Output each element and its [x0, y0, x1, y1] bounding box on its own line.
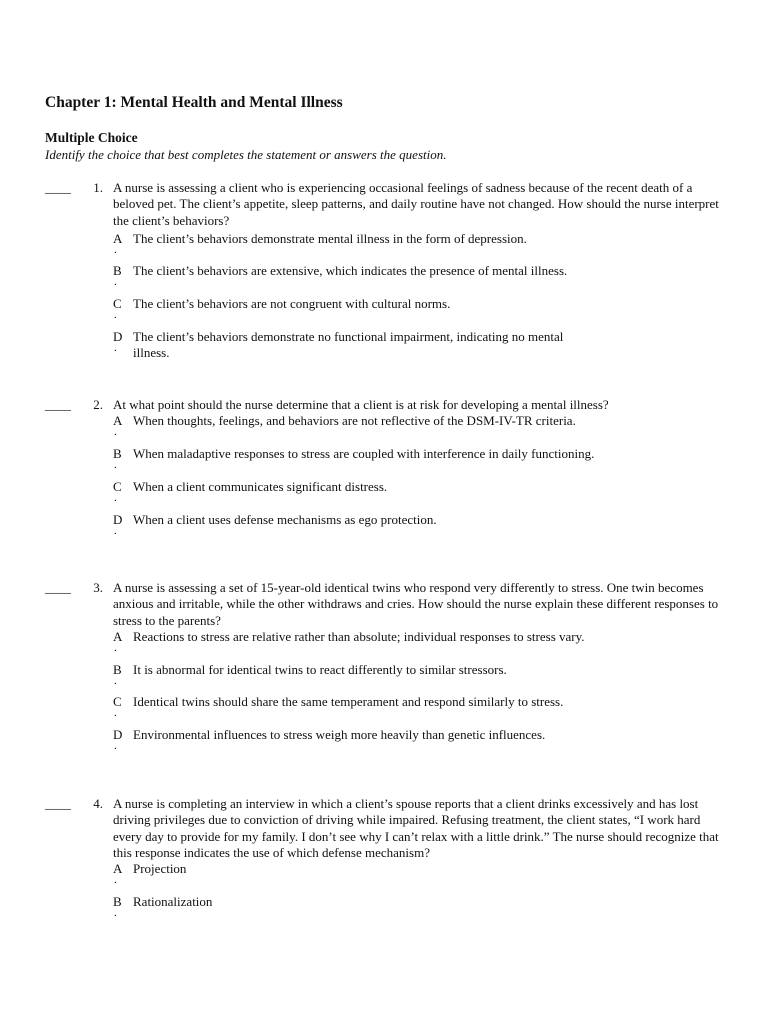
option-dot: .	[114, 459, 117, 471]
question-number: 4.	[93, 796, 103, 811]
question-stem: A nurse is assessing a client who is experiencing occasional feelings of sadness because of the recent death of a beloved pet. The client’s appetite, sleep patterns, and daily routine have not changed. How should the nurse interpret the client’s behaviors?	[113, 180, 719, 228]
option-letter: D	[113, 512, 123, 527]
option-letter: D	[113, 727, 123, 742]
option-dot: .	[114, 342, 117, 354]
option-dot: .	[114, 525, 117, 537]
option-dot: .	[114, 740, 117, 752]
option-letter: B	[113, 662, 122, 677]
option-dot: .	[114, 244, 117, 256]
option-text: Identical twins should share the same temperament and respond similarly to stress.	[133, 694, 564, 709]
option-letter: B	[113, 894, 122, 909]
question-number: 3.	[93, 580, 103, 595]
answer-blank[interactable]: ____	[45, 796, 71, 811]
answer-blank[interactable]: ____	[45, 580, 71, 595]
option-text: Rationalization	[133, 894, 213, 909]
question-number: 1.	[93, 180, 103, 195]
question-stem: A nurse is assessing a set of 15-year-old identical twins who respond very differently to stress. One twin becomes anxious and irritable, while the other withdraws and cries. How should the nurse explain these different responses to stress to the parents?	[113, 580, 719, 628]
option-text: Reactions to stress are relative rather than absolute; individual responses to stress vary.	[133, 629, 585, 644]
option-dot: .	[114, 642, 117, 654]
option-dot: .	[114, 675, 117, 687]
option-letter: A	[113, 629, 123, 644]
option-text: Environmental influences to stress weigh more heavily than genetic influences.	[133, 727, 546, 742]
chapter-title: Chapter 1: Mental Health and Mental Illness	[45, 94, 343, 111]
option-text: When thoughts, feelings, and behaviors are not reflective of the DSM-IV-TR criteria.	[133, 413, 576, 428]
option-text: The client’s behaviors are extensive, which indicates the presence of mental illness.	[133, 263, 568, 278]
option-letter: B	[113, 263, 122, 278]
option-text: When a client uses defense mechanisms as ego protection.	[133, 512, 437, 527]
option-text: When a client communicates significant distress.	[133, 479, 388, 494]
option-text: When maladaptive responses to stress are coupled with interference in daily functioning.	[133, 446, 595, 461]
option-dot: .	[114, 309, 117, 321]
option-text: The client’s behaviors are not congruent with cultural norms.	[133, 296, 451, 311]
answer-blank[interactable]: ____	[45, 397, 71, 412]
answer-blank[interactable]: ____	[45, 180, 71, 195]
option-text: The client’s behaviors demonstrate no functional impairment, indicating no mental illness.	[133, 329, 564, 360]
section-heading: Multiple Choice	[45, 130, 138, 145]
option-dot: .	[114, 874, 117, 886]
option-letter: C	[113, 694, 122, 709]
option-dot: .	[114, 907, 117, 919]
option-letter: C	[113, 296, 122, 311]
option-dot: .	[114, 492, 117, 504]
option-letter: B	[113, 446, 122, 461]
option-letter: A	[113, 861, 123, 876]
option-letter: D	[113, 329, 123, 344]
option-dot: .	[114, 426, 117, 438]
option-text: It is abnormal for identical twins to react differently to similar stressors.	[133, 662, 507, 677]
option-dot: .	[114, 276, 117, 288]
option-text: Projection	[133, 861, 187, 876]
option-dot: .	[114, 707, 117, 719]
question-stem: At what point should the nurse determine that a client is at risk for developing a mental illness?	[113, 397, 609, 412]
option-text: The client’s behaviors demonstrate mental illness in the form of depression.	[133, 231, 527, 246]
question-stem: A nurse is completing an interview in which a client’s spouse reports that a client drinks excessively and has lost driving privileges due to conviction of driving while impaired. Refusing treatment, the client states, “I work hard every day to provide for my family. I don’t see why I can’t relax with a little drink.” The nurse should recognize that this response indicates the use of which defense mechanism?	[113, 796, 719, 860]
option-letter: C	[113, 479, 122, 494]
option-letter: A	[113, 413, 123, 428]
option-letter: A	[113, 231, 123, 246]
question-number: 2.	[93, 397, 103, 412]
instructions-text: Identify the choice that best completes the statement or answers the question.	[45, 147, 447, 162]
